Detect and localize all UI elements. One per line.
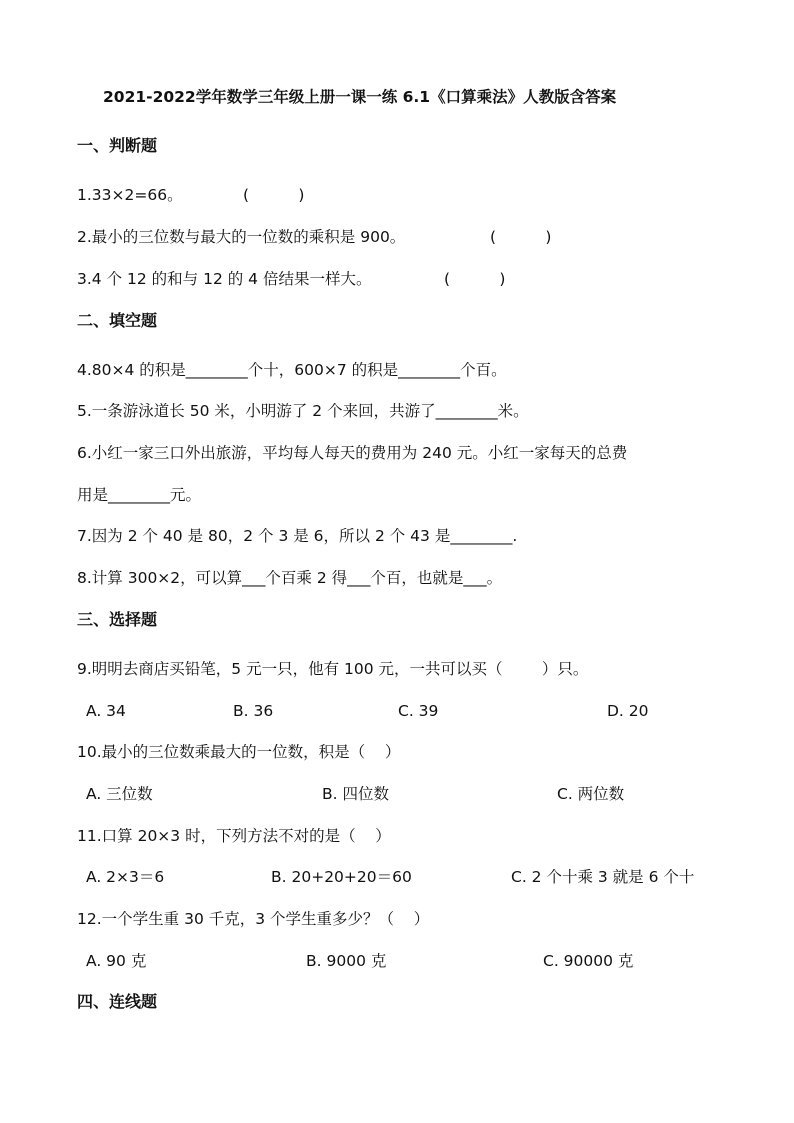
question-4: 4.80×4 的积是________个十，600×7 的积是________个百。 — [77, 361, 507, 379]
q11-option-a[interactable]: A. 2×3＝6 — [86, 868, 165, 886]
question-6-line-2: 用是________元。 — [77, 486, 202, 504]
q9-option-a[interactable]: A. 34 — [86, 702, 126, 720]
question-5: 5.一条游泳道长 50 米，小明游了 2 个来回，共游了________米。 — [77, 402, 529, 420]
q10-option-b[interactable]: B. 四位数 — [322, 785, 389, 803]
q9-option-d[interactable]: D. 20 — [607, 702, 649, 720]
question-10: 10.最小的三位数乘最大的一位数，积是（ ） — [77, 743, 401, 761]
question-3: 3.4 个 12 的和与 12 的 4 倍结果一样大。 — [77, 270, 372, 288]
question-8: 8.计算 300×2，可以算___个百乘 2 得___个百，也就是___。 — [77, 569, 503, 587]
answer-paren-1[interactable]: ( ) — [243, 186, 305, 204]
question-2: 2.最小的三位数与最大的一位数的乘积是 900。 — [77, 228, 406, 246]
q12-option-c[interactable]: C. 90000 克 — [543, 952, 634, 970]
question-6-line-1: 6.小红一家三口外出旅游，平均每人每天的费用为 240 元。小红一家每天的总费 — [77, 444, 628, 462]
section-heading-fill: 二、填空题 — [77, 311, 158, 330]
question-7: 7.因为 2 个 40 是 80，2 个 3 是 6，所以 2 个 43 是________. — [77, 527, 518, 545]
question-12: 12.一个学生重 30 千克，3 个学生重多少？（ ） — [77, 910, 430, 928]
q12-option-a[interactable]: A. 90 克 — [86, 952, 147, 970]
q9-option-c[interactable]: C. 39 — [398, 702, 439, 720]
section-heading-judge: 一、判断题 — [77, 136, 158, 155]
q9-option-b[interactable]: B. 36 — [233, 702, 274, 720]
answer-paren-3[interactable]: ( ) — [444, 270, 506, 288]
answer-paren-2[interactable]: ( ) — [490, 228, 552, 246]
q10-option-a[interactable]: A. 三位数 — [86, 785, 153, 803]
q10-option-c[interactable]: C. 两位数 — [557, 785, 625, 803]
page-title: 2021-2022学年数学三年级上册一课一练 6.1《口算乘法》人教版含答案 — [103, 88, 617, 106]
section-heading-match: 四、连线题 — [77, 992, 158, 1011]
q11-option-b[interactable]: B. 20+20+20＝60 — [271, 868, 412, 886]
section-heading-choice: 三、选择题 — [77, 610, 158, 629]
question-1: 1.33×2=66。 — [77, 186, 183, 204]
question-9: 9.明明去商店买铅笔，5 元一只，他有 100 元，一共可以买（ ）只。 — [77, 660, 589, 678]
q12-option-b[interactable]: B. 9000 克 — [306, 952, 387, 970]
question-11: 11.口算 20×3 时，下列方法不对的是（ ） — [77, 827, 391, 845]
q11-option-c[interactable]: C. 2 个十乘 3 就是 6 个十 — [511, 868, 695, 886]
